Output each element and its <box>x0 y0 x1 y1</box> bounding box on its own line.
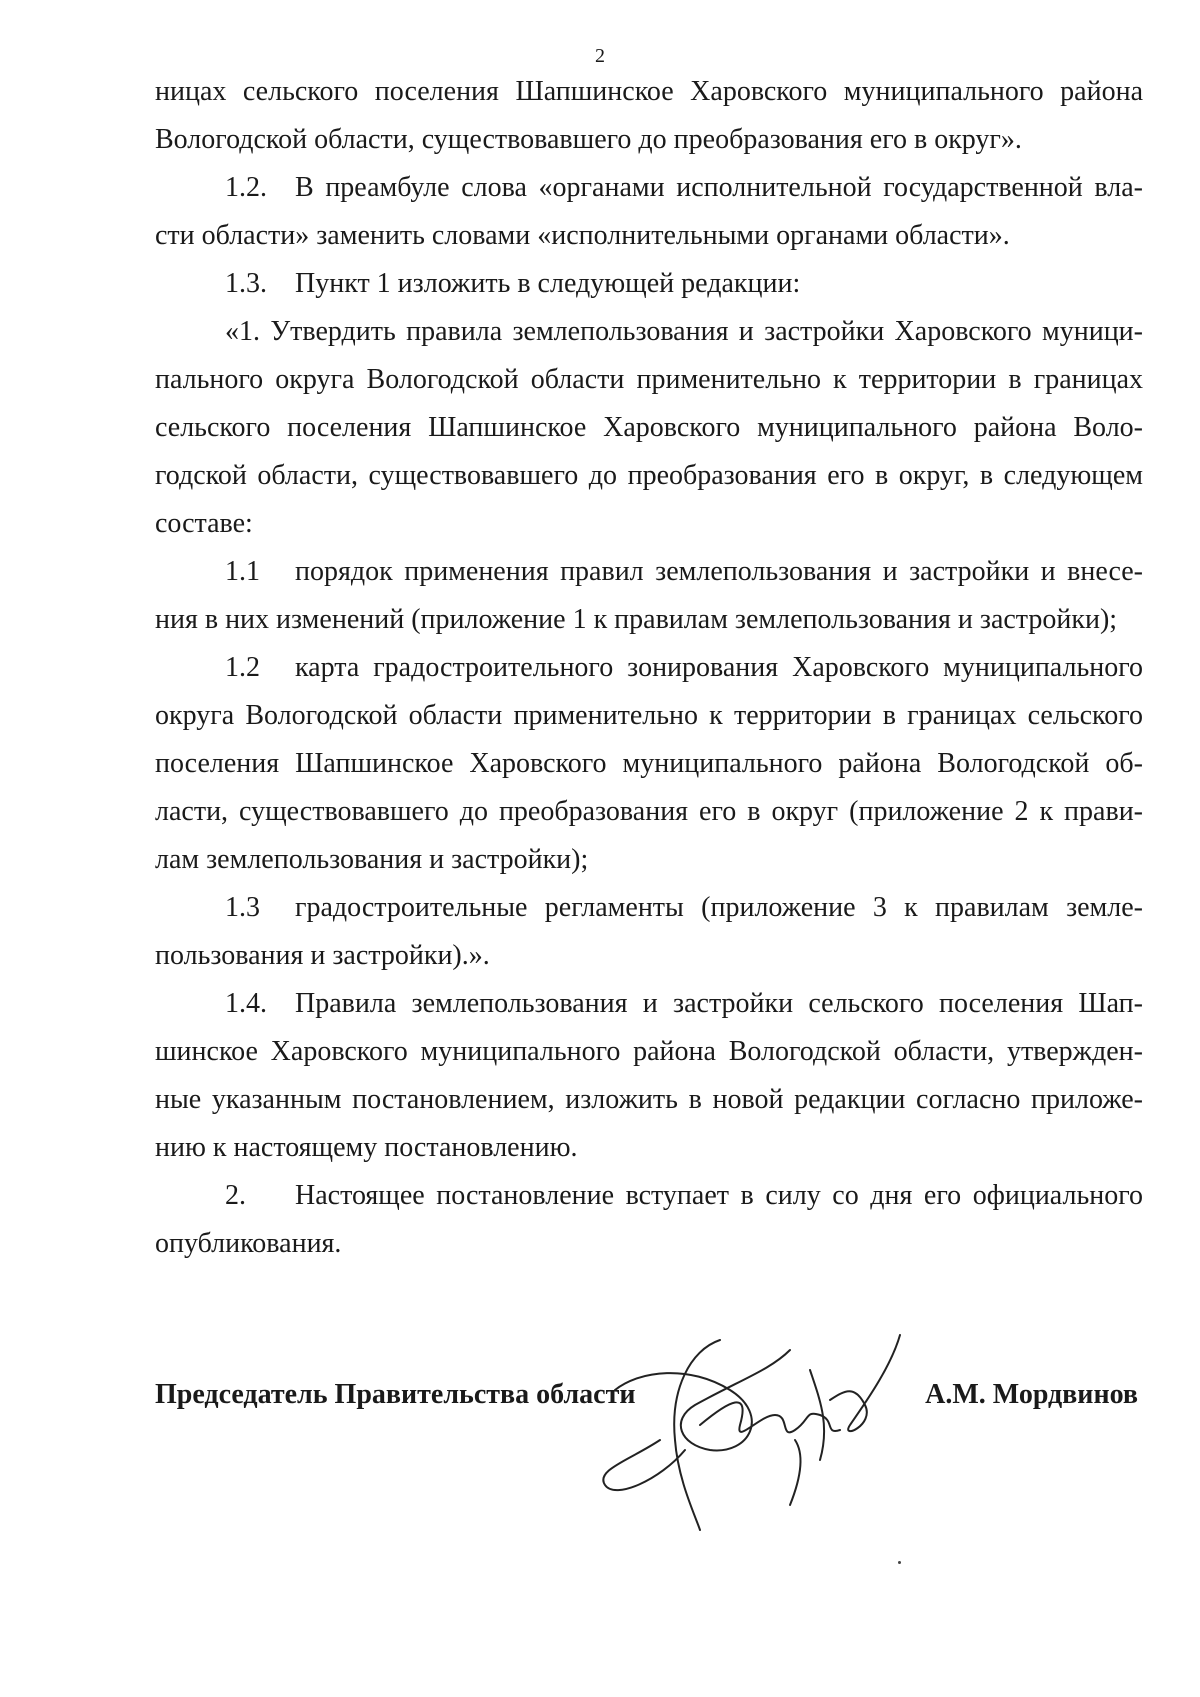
paragraph-number: 1.1 <box>225 556 260 587</box>
paragraph-1-3 <box>155 260 1143 308</box>
paragraph-number: 2. <box>225 1180 246 1211</box>
paragraph-text: градостроительные регламенты (приложение 3 к правилам земле-пользования и застройки).». <box>155 892 1143 971</box>
paragraph-sub-1-3 <box>155 884 1143 980</box>
paragraph-1-4 <box>155 980 1143 1172</box>
paragraph-text: порядок применения правил землепользования и застройки и внесе-ния в них изменений (приложение 1 к правилам землепользования и застройки); <box>155 556 1143 635</box>
signer-title: Председатель Правительства области <box>155 1379 636 1410</box>
paragraph-1-2 <box>155 164 1143 260</box>
paragraph-number: 1.4. <box>225 988 267 1019</box>
paragraph-text: Правила землепользования и застройки сельского поселения Шап-шинское Харовского муниципального района Вологодской области, утвержден-ные указанным постановлением, изложить в новой редакции согласно приложе-нию к настоящему постановлению. <box>155 988 1143 1163</box>
paragraph-text: Настоящее постановление вступает в силу со дня его официального опубликования. <box>155 1180 1143 1259</box>
paragraph-quoted-1 <box>155 308 1143 548</box>
paragraph-text: «1. Утвердить правила землепользования и застройки Харовского муници-пального округа Вологодской области применительно к территории в границах сельского поселения Шапшинское Харовского муниципального района Воло-годской области, существовавшего до преобразования его в округ, в следующем составе: <box>155 316 1143 539</box>
paragraph-text: ницах сельского поселения Шапшинское Харовского муниципального района Вологодской области, существовавшего до преобразования его в округ». <box>155 76 1143 155</box>
signer-name: А.М. Мордвинов <box>925 1379 1138 1410</box>
document-body <box>155 68 1143 1268</box>
paragraph-number: 1.2 <box>225 652 260 683</box>
page-number: 2 <box>595 45 605 67</box>
paragraph-sub-1-2 <box>155 644 1143 884</box>
paragraph-text: Пункт 1 изложить в следующей редакции: <box>295 268 801 299</box>
paragraph-text: В преамбуле слова «органами исполнительной государственной вла-сти области» заменить словами «исполнительными органами области». <box>155 172 1143 251</box>
paragraph-number: 1.2. <box>225 172 267 203</box>
paragraph-text: карта градостроительного зонирования Харовского муниципального округа Вологодской области применительно к территории в границах сельского поселения Шапшинское Харовского муниципального района Вологодской об-ласти, существовавшего до преобразования его в округ (приложение 2 к прави-лам землепользования и застройки); <box>155 652 1143 875</box>
paragraph-number: 1.3. <box>225 268 267 299</box>
paragraph-number: 1.3 <box>225 892 260 923</box>
paragraph-continuation <box>155 68 1143 164</box>
scan-speck <box>898 1561 901 1564</box>
paragraph-2 <box>155 1172 1143 1268</box>
paragraph-1-1 <box>155 548 1143 644</box>
handwritten-signature <box>600 1330 920 1540</box>
